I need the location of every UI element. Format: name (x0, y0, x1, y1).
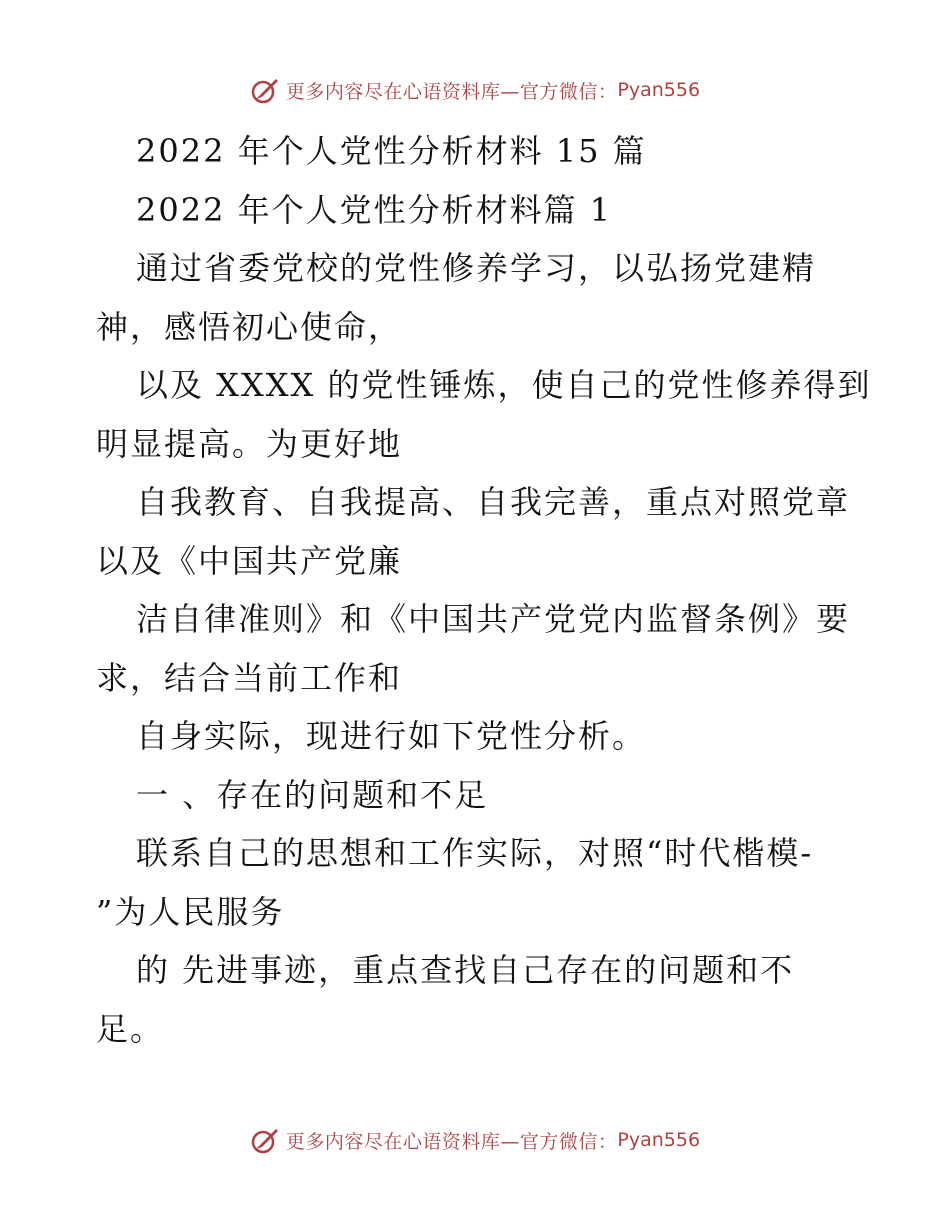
paragraph-line: 足。 (96, 1009, 165, 1048)
quill-logo-icon (250, 75, 280, 105)
watermark-header (0, 70, 950, 110)
paragraph-line: 神，感悟初心使命， (96, 307, 403, 346)
watermark-footer (0, 1120, 950, 1160)
paragraph-line: 自我教育、自我提高、自我完善，重点对照党章 (136, 483, 851, 521)
paragraph-line: 联系自己的思想和工作实际，对照“时代楷模- (136, 834, 814, 872)
paragraph-line: 通过省委党校的党性修养学习，以弘扬党建精 (136, 249, 817, 287)
watermark-handle: Pyan556 (617, 79, 701, 101)
section-heading: 2022 年个人党性分析材料篇 1 (136, 190, 613, 229)
quill-logo-icon (250, 1125, 280, 1155)
document-title: 2022 年个人党性分析材料 15 篇 (136, 132, 647, 170)
paragraph-line: 自身实际，现进行如下党性分析。 (136, 717, 647, 755)
paragraph-line: 以及《中国共产党廉 (96, 541, 403, 580)
paragraph-line: 以及 XXXX 的党性锤炼，使自己的党性修养得到 (136, 366, 872, 404)
paragraph-line: 洁自律准则》和《中国共产党党内监督条例》要 (136, 600, 851, 638)
watermark-text: 更多内容尽在心语资料库—官方微信： (285, 1130, 618, 1153)
paragraph-line: 求，结合当前工作和 (96, 658, 403, 697)
paragraph-line: 的 先进事迹，重点查找自己存在的问题和不 (136, 951, 795, 989)
watermark-handle: Pyan556 (617, 1129, 701, 1151)
paragraph-line: 明显提高。为更好地 (96, 424, 403, 463)
watermark-text: 更多内容尽在心语资料库—官方微信： (285, 80, 618, 103)
paragraph-line: ”为人民服务 (96, 892, 285, 931)
document-body (96, 122, 872, 1058)
subsection-heading: 一 、存在的问题和不足 (136, 775, 489, 814)
